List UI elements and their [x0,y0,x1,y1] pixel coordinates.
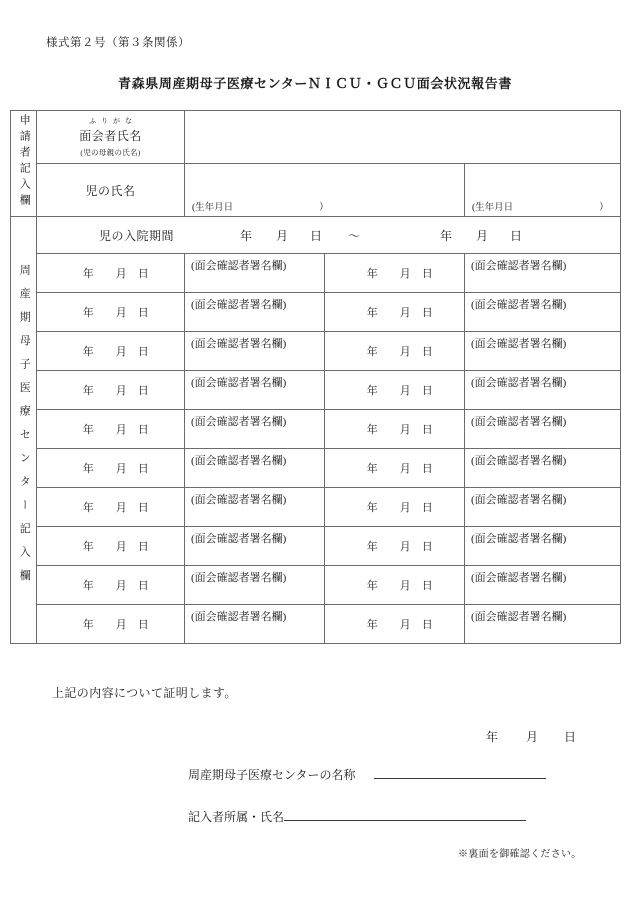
admission-end-date[interactable]: 年 月 日 [440,228,523,243]
table-body [11,111,621,644]
child-name-row [11,164,621,217]
signature-label-right: (面会確認者署名欄) [471,533,567,545]
visit-signature-right[interactable] [465,605,621,644]
table-row [11,332,621,371]
visit-signature-right[interactable] [465,332,621,371]
visit-date-right[interactable] [325,410,465,449]
table-row [11,527,621,566]
visit-date-left-ymd: 年 月 日 [82,541,150,553]
signature-label-right: (面会確認者署名欄) [471,338,567,350]
form-number: 様式第２号（第３条関係） [46,37,190,49]
furigana-label: ふりがな [89,117,137,125]
visitor-name-input[interactable] [185,111,621,164]
certify-date-month: 月 [526,730,539,744]
table-row [11,566,621,605]
visit-date-left[interactable] [37,488,185,527]
visit-date-left-ymd: 年 月 日 [82,580,150,592]
visit-date-right-ymd: 年 月 日 [366,424,434,436]
visit-date-right[interactable] [325,449,465,488]
visit-signature-left[interactable] [185,371,325,410]
dob-label-1: (生年月日 ） [192,203,329,213]
visit-date-right[interactable] [325,254,465,293]
center-name-input[interactable] [374,766,546,779]
visit-signature-left[interactable] [185,527,325,566]
visit-signature-right[interactable] [465,293,621,332]
certify-date-day: 日 [564,730,577,744]
applicant-section-label [11,111,37,217]
visit-date-left[interactable] [37,371,185,410]
visit-date-right-ymd: 年 月 日 [366,268,434,280]
table-row [11,605,621,644]
signature-label-left: (面会確認者署名欄) [191,533,287,545]
visit-date-left[interactable] [37,410,185,449]
visit-date-right-ymd: 年 月 日 [366,580,434,592]
visit-date-left-ymd: 年 月 日 [82,268,150,280]
visit-date-right[interactable] [325,332,465,371]
visit-signature-left[interactable] [185,449,325,488]
signature-label-right: (面会確認者署名欄) [471,572,567,584]
signature-label-right: (面会確認者署名欄) [471,416,567,428]
signature-label-right: (面会確認者署名欄) [471,494,567,506]
table-row [11,293,621,332]
visit-signature-left[interactable] [185,254,325,293]
signature-label-left: (面会確認者署名欄) [191,494,287,506]
center-section-label-text: 周産期母子医療センター記入欄 [18,264,31,593]
child-name-label-cell [37,164,185,217]
child-name-label: 児の氏名 [85,183,136,198]
table-row [11,488,621,527]
visitor-name-label-cell [37,111,185,164]
visit-signature-right[interactable] [465,449,621,488]
visit-signature-right[interactable] [465,410,621,449]
page-title: 青森県周産期母子医療センターＮＩＣＵ・ＧＣＵ面会状況報告書 [118,76,512,91]
table-row [11,254,621,293]
visit-date-left-ymd: 年 月 日 [82,619,150,631]
signature-label-left: (面会確認者署名欄) [191,416,287,428]
visitor-name-note: (児の母親の氏名) [80,148,141,157]
visit-date-right-ymd: 年 月 日 [366,463,434,475]
visit-date-right-ymd: 年 月 日 [366,619,434,631]
visit-signature-right[interactable] [465,254,621,293]
visit-date-left-ymd: 年 月 日 [82,385,150,397]
certify-statement: 上記の内容について証明します。 [52,686,237,700]
certify-date[interactable] [486,728,576,745]
visit-date-left-ymd: 年 月 日 [82,424,150,436]
signature-label-left: (面会確認者署名欄) [191,338,287,350]
admission-period-row [11,217,621,254]
center-name-field [188,766,546,783]
visit-signature-left[interactable] [185,566,325,605]
signature-label-left: (面会確認者署名欄) [191,611,287,623]
signature-label-right: (面会確認者署名欄) [471,377,567,389]
visit-signature-left[interactable] [185,488,325,527]
visit-date-left[interactable] [37,293,185,332]
visit-date-left[interactable] [37,527,185,566]
visit-date-right[interactable] [325,488,465,527]
visit-date-left-ymd: 年 月 日 [82,346,150,358]
visit-date-left-ymd: 年 月 日 [82,502,150,514]
visitor-name-row [11,111,621,164]
signature-label-right: (面会確認者署名欄) [471,611,567,623]
visit-date-right[interactable] [325,566,465,605]
table-row [11,410,621,449]
visit-date-left[interactable] [37,254,185,293]
dob-label-2: (生年月日 ） [472,203,609,213]
signature-label-right: (面会確認者署名欄) [471,260,567,272]
visit-signature-left[interactable] [185,410,325,449]
admission-period-label: 児の入院期間 [99,228,175,243]
visit-date-right[interactable] [325,293,465,332]
visit-date-left[interactable] [37,332,185,371]
signature-label-left: (面会確認者署名欄) [191,377,287,389]
certify-date-year: 年 [486,730,499,744]
child-name-input-2[interactable] [465,164,621,217]
visit-date-left[interactable] [37,449,185,488]
visit-record-table [10,110,621,644]
period-tilde: ～ [348,228,361,243]
child-name-input-1[interactable] [185,164,465,217]
center-section-label [11,217,37,644]
back-side-note: ※裏面を御確認ください。 [458,849,582,860]
writer-field [188,808,526,825]
applicant-section-label-text: 申請者記入欄 [18,114,31,210]
signature-label-left: (面会確認者署名欄) [191,299,287,311]
center-name-label: 周産期母子医療センターの名称 [188,768,356,782]
visit-date-right[interactable] [325,371,465,410]
visit-signature-right[interactable] [465,566,621,605]
visit-date-right[interactable] [325,527,465,566]
visit-signature-left[interactable] [185,332,325,371]
table-row [11,371,621,410]
visit-signature-right[interactable] [465,527,621,566]
signature-label-left: (面会確認者署名欄) [191,455,287,467]
signature-label-left: (面会確認者署名欄) [191,572,287,584]
admission-period-cell[interactable] [37,217,621,254]
writer-label: 記入者所属・氏名 [188,810,285,824]
visit-date-left[interactable] [37,605,185,644]
visit-date-right-ymd: 年 月 日 [366,346,434,358]
visit-date-right-ymd: 年 月 日 [366,307,434,319]
visit-date-right-ymd: 年 月 日 [366,385,434,397]
visit-date-right-ymd: 年 月 日 [366,541,434,553]
table-row [11,449,621,488]
visitor-name-label: 面会者氏名 [79,129,142,143]
visit-signature-left[interactable] [185,293,325,332]
visit-date-left-ymd: 年 月 日 [82,307,150,319]
visit-signature-right[interactable] [465,488,621,527]
signature-label-right: (面会確認者署名欄) [471,455,567,467]
signature-label-left: (面会確認者署名欄) [191,260,287,272]
signature-label-right: (面会確認者署名欄) [471,299,567,311]
visit-signature-left[interactable] [185,605,325,644]
admission-start-date[interactable]: 年 月 日 [240,228,323,243]
visit-date-right-ymd: 年 月 日 [366,502,434,514]
visit-date-left[interactable] [37,566,185,605]
writer-input[interactable] [284,808,526,821]
visit-date-left-ymd: 年 月 日 [82,463,150,475]
visit-date-right[interactable] [325,605,465,644]
visit-signature-right[interactable] [465,371,621,410]
